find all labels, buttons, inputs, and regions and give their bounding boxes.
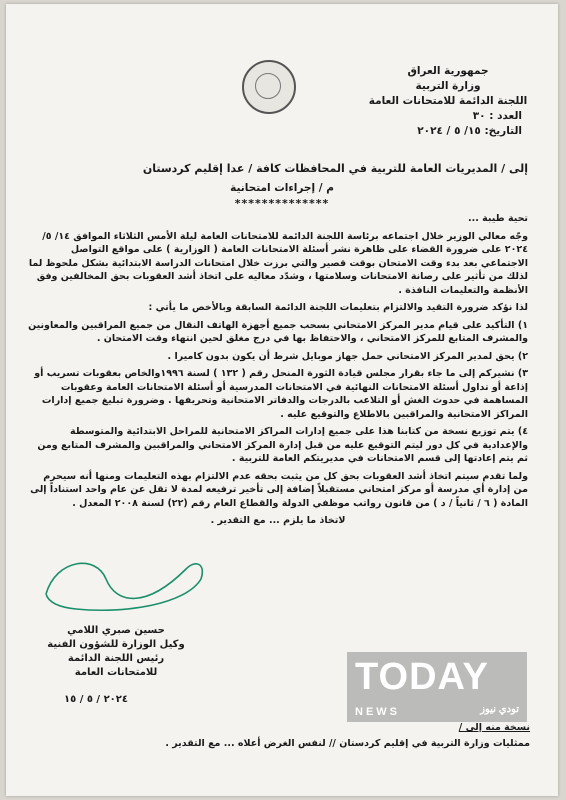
- paragraph-item-1: ١) التأكيد على قيام مدير المركز الامتحاني بسحب جميع أجهزة الهاتف النقال من جميع المراقبين والمعاونين والمشرف المتابع للمركز الامتحاني ، والاحتفاظ بها في درج مغلق لحين انتهاء وقت الامتحان .: [28, 319, 528, 344]
- greeting: تحية طيبة ...: [468, 213, 528, 224]
- paragraph-intro: وجّه معالي الوزير خلال اجتماعه برئاسة اللجنة الدائمة للامتحانات العامة ليلة الأمس الثلاثاء الموافق ١٤/ ٥/ ٢٠٢٤ على ضرورة القضاء على ظاهرة نشر أسئلة الامتحانات العامة ( الوزارية ) على مواقع التواصل الاجتماعي بعد بدء وقت الامتحان بوقت قصير والتي برزت خلال امتحانات الدراسة الابتدائية بشكل ملحوظ لما لذلك من تأثير على رصانة الامتحانات وسلامتها ، وشدّد معاليه على اتخاذ أشد العقوبات بحق المخالفين وفق الأنظمة والتعليمات النافذة .: [28, 230, 528, 296]
- letterhead: [368, 64, 528, 139]
- watermark-arabic: تودي نيوز: [480, 704, 519, 715]
- paragraph-penalties: ولما تقدم سيتم اتخاذ أشد العقوبات بحق كل من يثبت بحقه عدم الالتزام بهذه التعليمات ومنها أنه سيحرم من إدارة أي مدرسة أو مركز امتحاني مستقبلاً إضافة إلى تأخير ترفيعه لمدة لا تقل عن عام واحد استناداً إلى المادة ( ٦ / ثانياً / د ) من قانون رواتب موظفي الدولة والقطاع العام رقم (٢٢) لسنة ٢٠٠٨ المعدل .: [30, 470, 528, 509]
- header-ministry: وزارة التربية: [415, 80, 481, 92]
- signatory-title: وكيل الوزارة للشؤون الفنية: [47, 639, 185, 650]
- header-country: جمهورية العراق: [407, 65, 489, 77]
- header-committee: اللجنة الدائمة للامتحانات العامة: [368, 95, 528, 107]
- document-page: [6, 4, 558, 796]
- recipient-line: إلى / المديريات العامة للتربية في المحافظات كافة / عدا إقليم كردستان: [142, 162, 528, 175]
- watermark-news: NEWS: [355, 706, 400, 718]
- signatory-role: رئيس اللجنة الدائمة للامتحانات العامة: [67, 653, 165, 678]
- signature-date: ٢٠٢٤ / ٥ / ١٥: [64, 694, 128, 705]
- signature-block: [46, 624, 186, 680]
- separator-stars: **************: [234, 197, 330, 210]
- paragraph-item-4: ٤) يتم توزيع نسخة من كتابنا هذا على جميع إدارات المراكز الامتحانية للمراحل الابتدائية والمتوسطة والإعدادية في كل دور ليتم التوقيع عليه من قبل إدارة المركز الامتحاني والمراقبين والمشرف المتابع ومن ثم يتم إعادتها إلى قسم الامتحانات في مديريتكم العامة للتربية .: [37, 426, 528, 464]
- copy-to-item: ممثليات وزارة التربية في إقليم كردستان // لنفس الغرض أعلاه ... مع التقدير .: [165, 738, 530, 749]
- watermark-brand: TODAY: [355, 656, 489, 698]
- letter-body: [28, 212, 528, 532]
- copy-to-header: نسخة منه إلى /: [458, 722, 530, 733]
- signatory-name: حسين صبري اللامي: [67, 625, 165, 636]
- subject-line: م / إجراءات امتحانية: [230, 182, 334, 194]
- handwritten-signature-icon: [36, 549, 216, 619]
- paragraph-emphasis: لذا نؤكد ضرورة التقيد والالتزام بتعليمات اللجنة الدائمة السابقة وبالأخص ما يأتي :: [148, 302, 528, 313]
- ministry-emblem-icon: [242, 60, 296, 114]
- paragraph-item-3: ٣) نشيركم إلى ما جاء بقرار مجلس قيادة الثورة المنحل رقم ( ١٣٢ ) لسنة ١٩٩٦والخاص بعقوبات تسريب أو إذاعة أو تداول أسئلة الامتحانات النهائية في الامتحانات المدرسية أو أسئلة الامتحانات العامة وعقوبات المساهمة في حدوث الغش أو التلاعب بالدرجات والدفاتر الامتحانية وتحريفها . وضرورة تبليغ جميع إدارات المراكز الامتحانية والمراقبين بالاطلاع والتوقيع عليه .: [34, 368, 528, 420]
- paragraph-item-2: ٢) يحق لمدير المركز الامتحاني حمل جهاز موبايل شرط أن يكون بدون كاميرا .: [167, 350, 528, 362]
- closing-line: لاتخاذ ما يلزم ... مع التقدير .: [210, 515, 346, 526]
- header-date: التاريخ: ١٥/ ٥ / ٢٠٢٤: [417, 125, 522, 137]
- today-news-watermark: [347, 652, 527, 722]
- header-number: العدد : ٣٠: [472, 110, 522, 122]
